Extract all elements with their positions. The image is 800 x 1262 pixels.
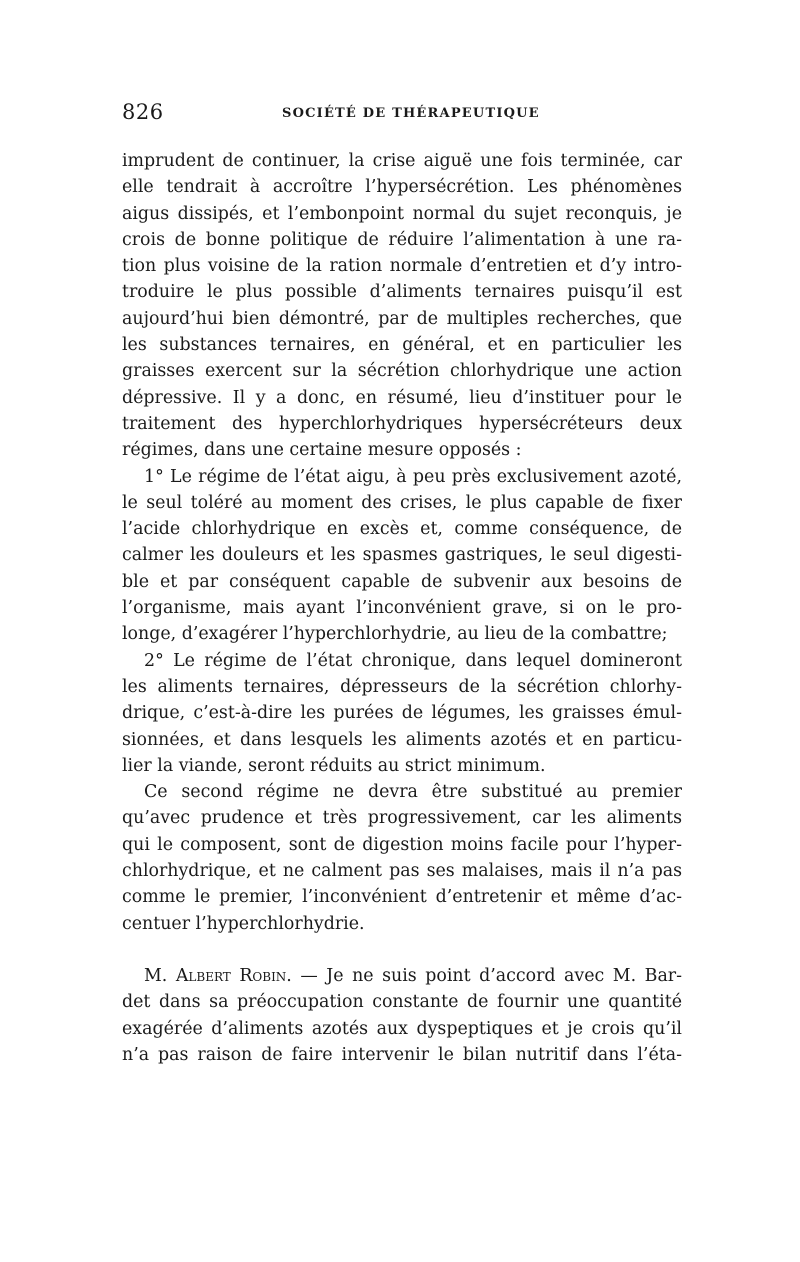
text-line: graisses exercent sur la sécrétion chlorhydrique une action: [122, 361, 682, 382]
text-line: exagérée d’aliments azotés aux dyspeptiques et je crois qu’il: [122, 1018, 682, 1039]
text-line: régimes, dans une certaine mesure opposés :: [122, 440, 522, 461]
paragraph: [122, 148, 682, 464]
text-line: calmer les douleurs et les spasmes gastriques, le seul digesti-: [122, 545, 682, 566]
text-line: 1° Le régime de l’état aigu, à peu près exclusivement azoté,: [144, 466, 682, 487]
text-line: n’a pas raison de faire intervenir le bilan nutritif dans l’éta-: [122, 1044, 682, 1065]
text-line: aujourd’hui bien démontré, par de multiples recherches, que: [122, 308, 682, 329]
section-gap: [122, 937, 682, 963]
text-line: lier la viande, seront réduits au strict minimum.: [122, 755, 546, 776]
text-line: traitement des hyperchlorhydriques hypersécréteurs deux: [122, 413, 682, 434]
text-line: sionnées, et dans lesquels les aliments azotés et en particu-: [122, 729, 682, 750]
text-line: 2° Le régime de l’état chronique, dans lequel domineront: [144, 650, 682, 671]
paragraph: [122, 648, 682, 779]
text-line: l’organisme, mais ayant l’inconvénient grave, si on le pro-: [122, 598, 682, 619]
text-line: troduire le plus possible d’aliments ternaires puisqu’il est: [122, 282, 682, 303]
page-header: [122, 100, 682, 130]
page-body: [122, 148, 682, 1068]
text-line: crois de bonne politique de réduire l’alimentation à une ra-: [122, 229, 682, 250]
text-line: elle tendrait à accroître l’hypersécrétion. Les phénomènes: [122, 177, 682, 198]
text-line: aigus dissipés, et l’embonpoint normal du sujet reconquis, je: [122, 203, 682, 224]
speech-first-line: [122, 963, 682, 989]
text-line: qu’avec prudence et très progressivement, car les aliments: [122, 808, 682, 829]
text-line: qui le composent, sont de digestion moins facile pour l’hyper-: [122, 834, 682, 855]
speaker-name: M. Albert Robin.: [144, 965, 292, 986]
speech-paragraph: [122, 963, 682, 1068]
text-line: centuer l’hyperchlorhydrie.: [122, 913, 365, 934]
page-number: 826: [122, 100, 164, 124]
text-line: dépressive. Il y a donc, en résumé, lieu d’instituer pour le: [122, 387, 682, 408]
text-line: tion plus voisine de la ration normale d’entretien et d’y intro-: [122, 256, 682, 277]
text-line: det dans sa préoccupation constante de fournir une quantité: [122, 992, 682, 1013]
text-line: imprudent de continuer, la crise aiguë une fois terminée, car: [122, 151, 682, 171]
text-line: les substances ternaires, en général, et en particulier les: [122, 335, 682, 356]
text-line: comme le premier, l’inconvénient d’entretenir et même d’ac-: [122, 887, 682, 908]
text-line: longe, d’exagérer l’hyperchlorhydrie, au lieu de la combattre;: [122, 624, 668, 645]
book-page: [122, 100, 682, 1068]
text-line: Ce second régime ne devra être substitué au premier: [144, 782, 682, 803]
speech-first-line-text: — Je ne suis point d’accord avec M. Bar-: [291, 965, 683, 986]
speech-lines: [122, 989, 682, 1068]
paragraph: [122, 464, 682, 648]
text-line: drique, c’est-à-dire les purées de légumes, les graisses émul-: [122, 703, 682, 724]
text-line: les aliments ternaires, dépresseurs de la sécrétion chlorhy-: [122, 676, 682, 697]
paragraphs: [122, 148, 682, 937]
text-line: ble et par conséquent capable de subvenir aux besoins de: [122, 571, 682, 592]
text-line: le seul toléré au moment des crises, le plus capable de fixer: [122, 492, 682, 513]
running-head: SOCIÉTÉ DE THÉRAPEUTIQUE: [282, 106, 540, 121]
paragraph: [122, 779, 682, 937]
text-line: l’acide chlorhydrique en excès et, comme conséquence, de: [122, 519, 682, 540]
text-line: chlorhydrique, et ne calment pas ses malaises, mais il n’a pas: [122, 861, 682, 882]
